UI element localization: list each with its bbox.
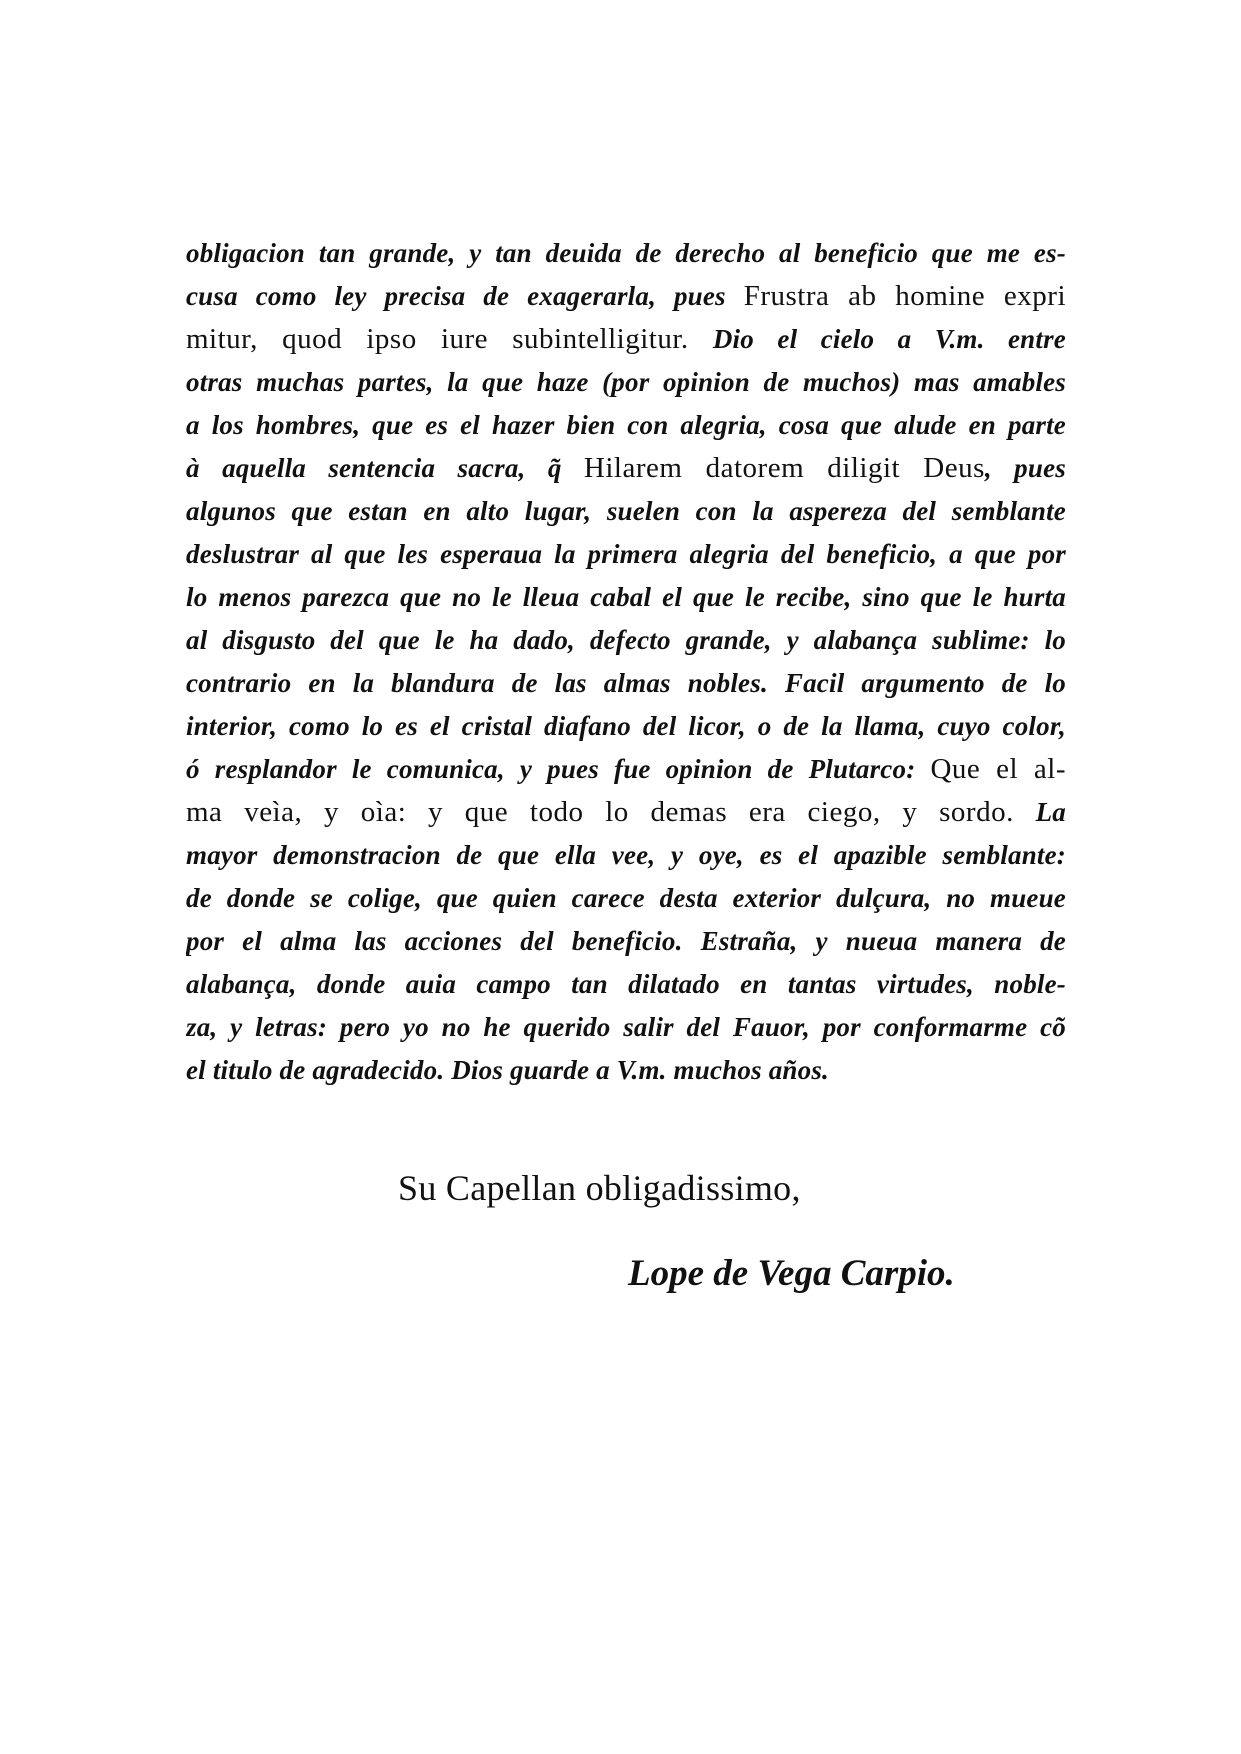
text-segment: à aquella sentencia sacra, q̃ bbox=[186, 453, 584, 483]
text-segment: al disgusto del que le ha dado, defecto grande, y alabança sublime: lo bbox=[186, 625, 1066, 655]
text-segment: por el alma las acciones del beneficio. Estraña, y nueua manera de bbox=[186, 926, 1066, 956]
latin-quotation-segment: ma veìa, y oìa: y que todo lo demas era ciego, y sordo. bbox=[186, 796, 1036, 828]
text-line bbox=[186, 490, 1066, 533]
dedication-body-text bbox=[186, 232, 1066, 1092]
text-line bbox=[186, 791, 1066, 834]
text-segment: contrario en la blandura de las almas nobles. Facil argumento de lo bbox=[186, 668, 1066, 698]
text-segment: za, y letras: pero yo no he querido salir del Fauor, por conformarme cõ bbox=[186, 1012, 1066, 1042]
text-segment: , pues bbox=[984, 453, 1066, 483]
text-segment: cusa como ley precisa de exagerarla, pues bbox=[186, 281, 744, 311]
text-line bbox=[186, 275, 1066, 318]
latin-quotation-segment: Hilarem datorem diligit Deus bbox=[583, 452, 985, 484]
text-segment: La bbox=[1035, 797, 1066, 827]
text-line bbox=[186, 619, 1066, 662]
text-line bbox=[186, 662, 1066, 705]
text-line bbox=[186, 361, 1066, 404]
text-segment: obligacion tan grande, y tan deuida de derecho al beneficio que me es- bbox=[186, 238, 1066, 268]
text-line bbox=[186, 533, 1066, 576]
text-line bbox=[186, 748, 1066, 791]
text-segment: ó resplandor le comunica, y pues fue opinion de Plutarco: bbox=[186, 754, 931, 784]
text-line bbox=[186, 834, 1066, 877]
text-line bbox=[186, 920, 1066, 963]
latin-quotation-segment: mitur, quod ipso iure subintelligitur. bbox=[186, 323, 713, 355]
latin-quotation-segment: Que el al- bbox=[930, 753, 1066, 785]
text-segment: el titulo de agradecido. Dios guarde a V.m. muchos años. bbox=[186, 1055, 830, 1085]
text-line bbox=[186, 576, 1066, 619]
text-segment: lo menos parezca que no le lleua cabal el que le recibe, sino que le hurta bbox=[186, 582, 1066, 612]
text-segment: mayor demonstracion de que ella vee, y oye, es el apazible semblante: bbox=[186, 840, 1066, 870]
latin-quotation-segment: Frustra ab homine expri bbox=[743, 280, 1066, 312]
text-line bbox=[186, 963, 1066, 1006]
text-line bbox=[186, 447, 1066, 490]
text-segment: de donde se colige, que quien carece desta exterior dulçura, no mueue bbox=[186, 883, 1066, 913]
text-segment: a los hombres, que es el hazer bien con alegria, cosa que alude en parte bbox=[186, 410, 1066, 440]
author-signature: Lope de Vega Carpio. bbox=[628, 1253, 955, 1294]
text-line bbox=[186, 1006, 1066, 1049]
text-segment: deslustrar al que les esperaua la primera alegria del beneficio, a que por bbox=[186, 539, 1066, 569]
text-line bbox=[186, 404, 1066, 447]
text-line bbox=[186, 877, 1066, 920]
text-line bbox=[186, 232, 1066, 275]
text-segment: interior, como lo es el cristal diafano del licor, o de la llama, cuyo color, bbox=[186, 711, 1066, 741]
text-line bbox=[186, 1049, 1066, 1092]
text-segment: Dio el cielo a V.m. entre bbox=[712, 324, 1066, 354]
closing-salutation: Su Capellan obligadissimo, bbox=[398, 1168, 801, 1208]
text-segment: algunos que estan en alto lugar, suelen con la aspereza del semblante bbox=[186, 496, 1066, 526]
text-line bbox=[186, 318, 1066, 361]
text-segment: otras muchas partes, la que haze (por opinion de muchos) mas amables bbox=[186, 367, 1066, 397]
text-segment: alabança, donde auia campo tan dilatado en tantas virtudes, noble- bbox=[186, 969, 1066, 999]
text-line bbox=[186, 705, 1066, 748]
